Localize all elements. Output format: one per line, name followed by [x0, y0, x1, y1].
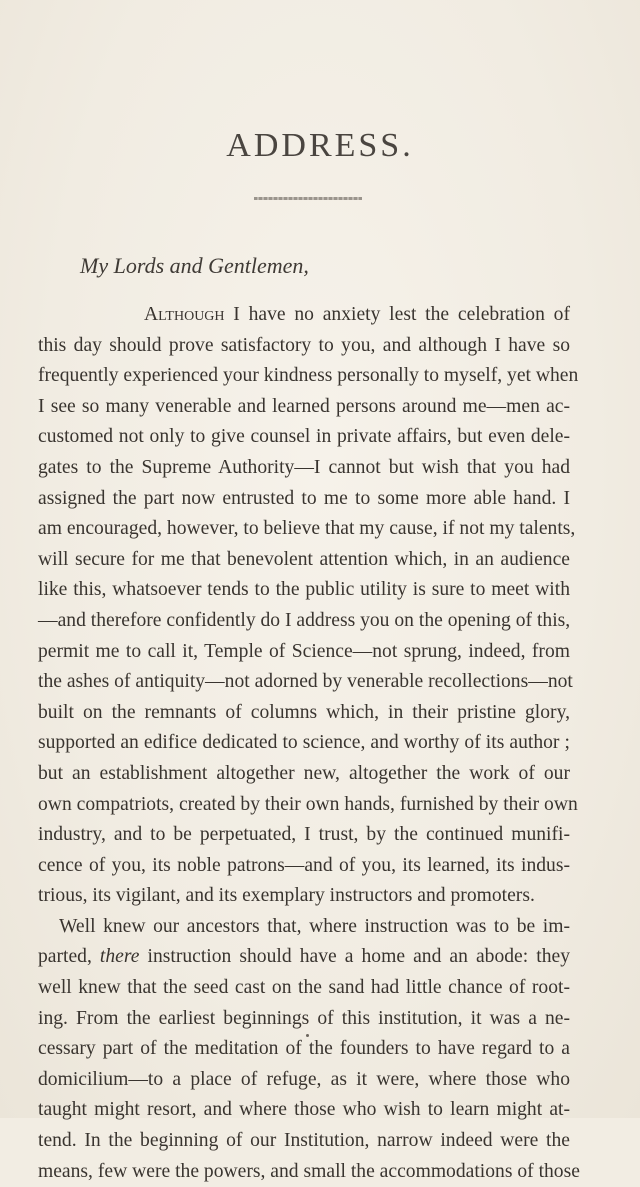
text-line: built on the remnants of columns which, in their pristine glory, [38, 701, 570, 723]
text-line: like this, whatsoever tends to the public utility is sure to meet with [38, 579, 570, 601]
text-line: assigned the part now entrusted to me to some more able hand. I [38, 487, 570, 509]
text-line: am encouraged, however, to believe that my cause, if not my talents, [38, 518, 576, 540]
text-line: well knew that the seed cast on the sand had little chance of root- [38, 977, 570, 999]
text-line [38, 300, 570, 331]
text-line: tend. In the beginning of our Institution, narrow indeed were the [38, 1130, 570, 1152]
text-line: frequently experienced your kindness personally to myself, yet when [38, 365, 579, 387]
text-line: supported an edifice dedicated to science, and worthy of its author ; [38, 732, 570, 754]
emphasis: there [99, 946, 140, 968]
text-line: means, few were the powers, and small the accommodations of those [38, 1160, 580, 1182]
text-line: —and therefore confidently do I address you on the opening of this, [38, 609, 571, 631]
text-line: cence of you, its noble patrons—and of you, its learned, its indus- [38, 854, 570, 876]
salutation: My Lords and Gentlemen, [80, 253, 309, 278]
page-title: ADDRESS. [226, 126, 414, 164]
text-line: but an establishment altogether new, altogether the work of our [38, 762, 570, 784]
text-line: I see so many venerable and learned persons around me—men ac- [38, 395, 570, 417]
text-line: industry, and to be perpetuated, I trust, by the continued munifi- [38, 824, 570, 846]
text-line: ing. From the earliest beginnings of this institution, it was a ne- [38, 1007, 570, 1029]
text-line: trious, its vigilant, and its exemplary instructors and promoters. [38, 885, 535, 907]
text-line: cessary part of the meditation of the founders to have regard to a [38, 1038, 570, 1060]
text-line: taught might resort, and where those who wish to learn might at- [38, 1099, 570, 1121]
text-line: permit me to call it, Temple of Science—not sprung, indeed, from [38, 640, 570, 662]
text-line: gates to the Supreme Authority—I cannot but wish that you had [38, 456, 570, 478]
text-line: Well knew our ancestors that, where instruction was to be im- [59, 915, 570, 937]
ornamental-rule [254, 197, 362, 200]
page-mark [306, 1034, 309, 1037]
text-fragment: parted, [38, 946, 100, 968]
text-line: domicilium—to a place of refuge, as it were, where those who [38, 1068, 570, 1090]
text-line: customed not only to give counsel in private affairs, but even dele- [38, 426, 570, 448]
drop-word: Although [144, 304, 225, 325]
text-line: will secure for me that benevolent attention which, in an audience [38, 548, 570, 570]
text-fragment: I have no anxiety lest the celebration of [224, 304, 570, 325]
text-line: the ashes of antiquity—not adorned by venerable recollections—not [38, 671, 573, 693]
body-text [38, 300, 580, 1187]
text-line: this day should prove satisfactory to you, and although I have so [38, 334, 570, 356]
text-fragment: instruction should have a home and an abode: they [139, 946, 570, 968]
text-line [38, 942, 570, 973]
text-line: own compatriots, created by their own hands, furnished by their own [38, 793, 578, 815]
